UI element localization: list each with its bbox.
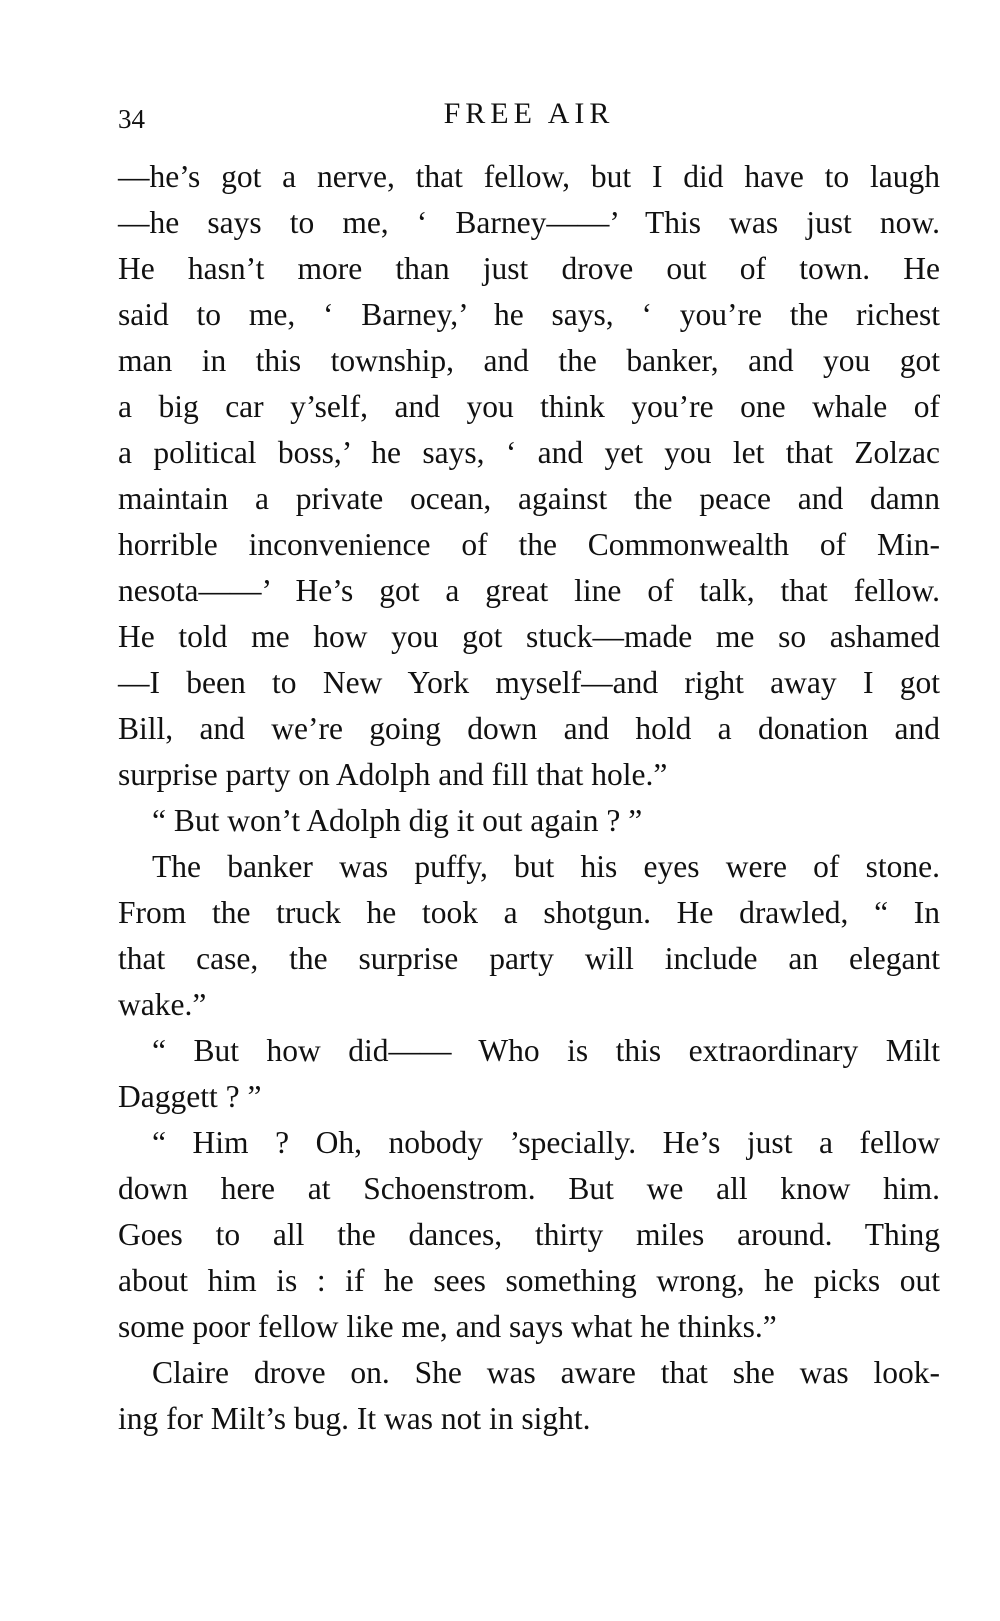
text-line: down here at Schoenstrom. But we all know him. [118,1171,940,1206]
text-line: Daggett ? ” [118,1079,262,1114]
text-line: “ But won’t Adolph dig it out again ? ” [152,803,643,838]
body-text [118,154,940,1442]
text-line: ing for Milt’s bug. It was not in sight. [118,1401,591,1436]
page-number: 34 [118,104,145,134]
text-line: From the truck he took a shotgun. He drawled, “ In [118,895,940,930]
page-header [118,96,940,140]
text-line: about him is : if he sees something wrong, he picks out [118,1263,940,1298]
text-line: nesota——’ He’s got a great line of talk, that fellow. [118,573,940,608]
text-line: that case, the surprise party will include an elegant [118,941,940,976]
text-line: —he says to me, ‘ Barney——’ This was just now. [118,205,940,240]
text-line: “ Him ? Oh, nobody ’specially. He’s just a fellow [152,1125,940,1160]
text-line: He hasn’t more than just drove out of town. He [118,251,940,286]
text-line: horrible inconvenience of the Commonwealth of Min- [118,527,940,562]
text-line: man in this township, and the banker, and you got [118,343,940,378]
text-line: “ But how did—— Who is this extraordinary Milt [152,1033,940,1068]
text-line: Goes to all the dances, thirty miles around. Thing [118,1217,940,1252]
text-line: Claire drove on. She was aware that she was look- [152,1355,940,1390]
text-line: said to me, ‘ Barney,’ he says, ‘ you’re the richest [118,297,940,332]
running-title: FREE AIR [443,97,615,130]
text-line: —I been to New York myself—and right away I got [118,665,940,700]
text-line: He told me how you got stuck—made me so ashamed [118,619,940,654]
text-line: surprise party on Adolph and fill that hole.” [118,757,668,792]
text-line: some poor fellow like me, and says what he thinks.” [118,1309,777,1344]
text-line: a big car y’self, and you think you’re one whale of [118,389,940,424]
text-line: a political boss,’ he says, ‘ and yet you let that Zolzac [118,435,940,470]
text-line: Bill, and we’re going down and hold a donation and [118,711,940,746]
text-line: The banker was puffy, but his eyes were of stone. [152,849,940,884]
text-line: maintain a private ocean, against the peace and damn [118,481,940,516]
text-line: wake.” [118,987,207,1022]
text-line: —he’s got a nerve, that fellow, but I did have to laugh [118,159,940,194]
